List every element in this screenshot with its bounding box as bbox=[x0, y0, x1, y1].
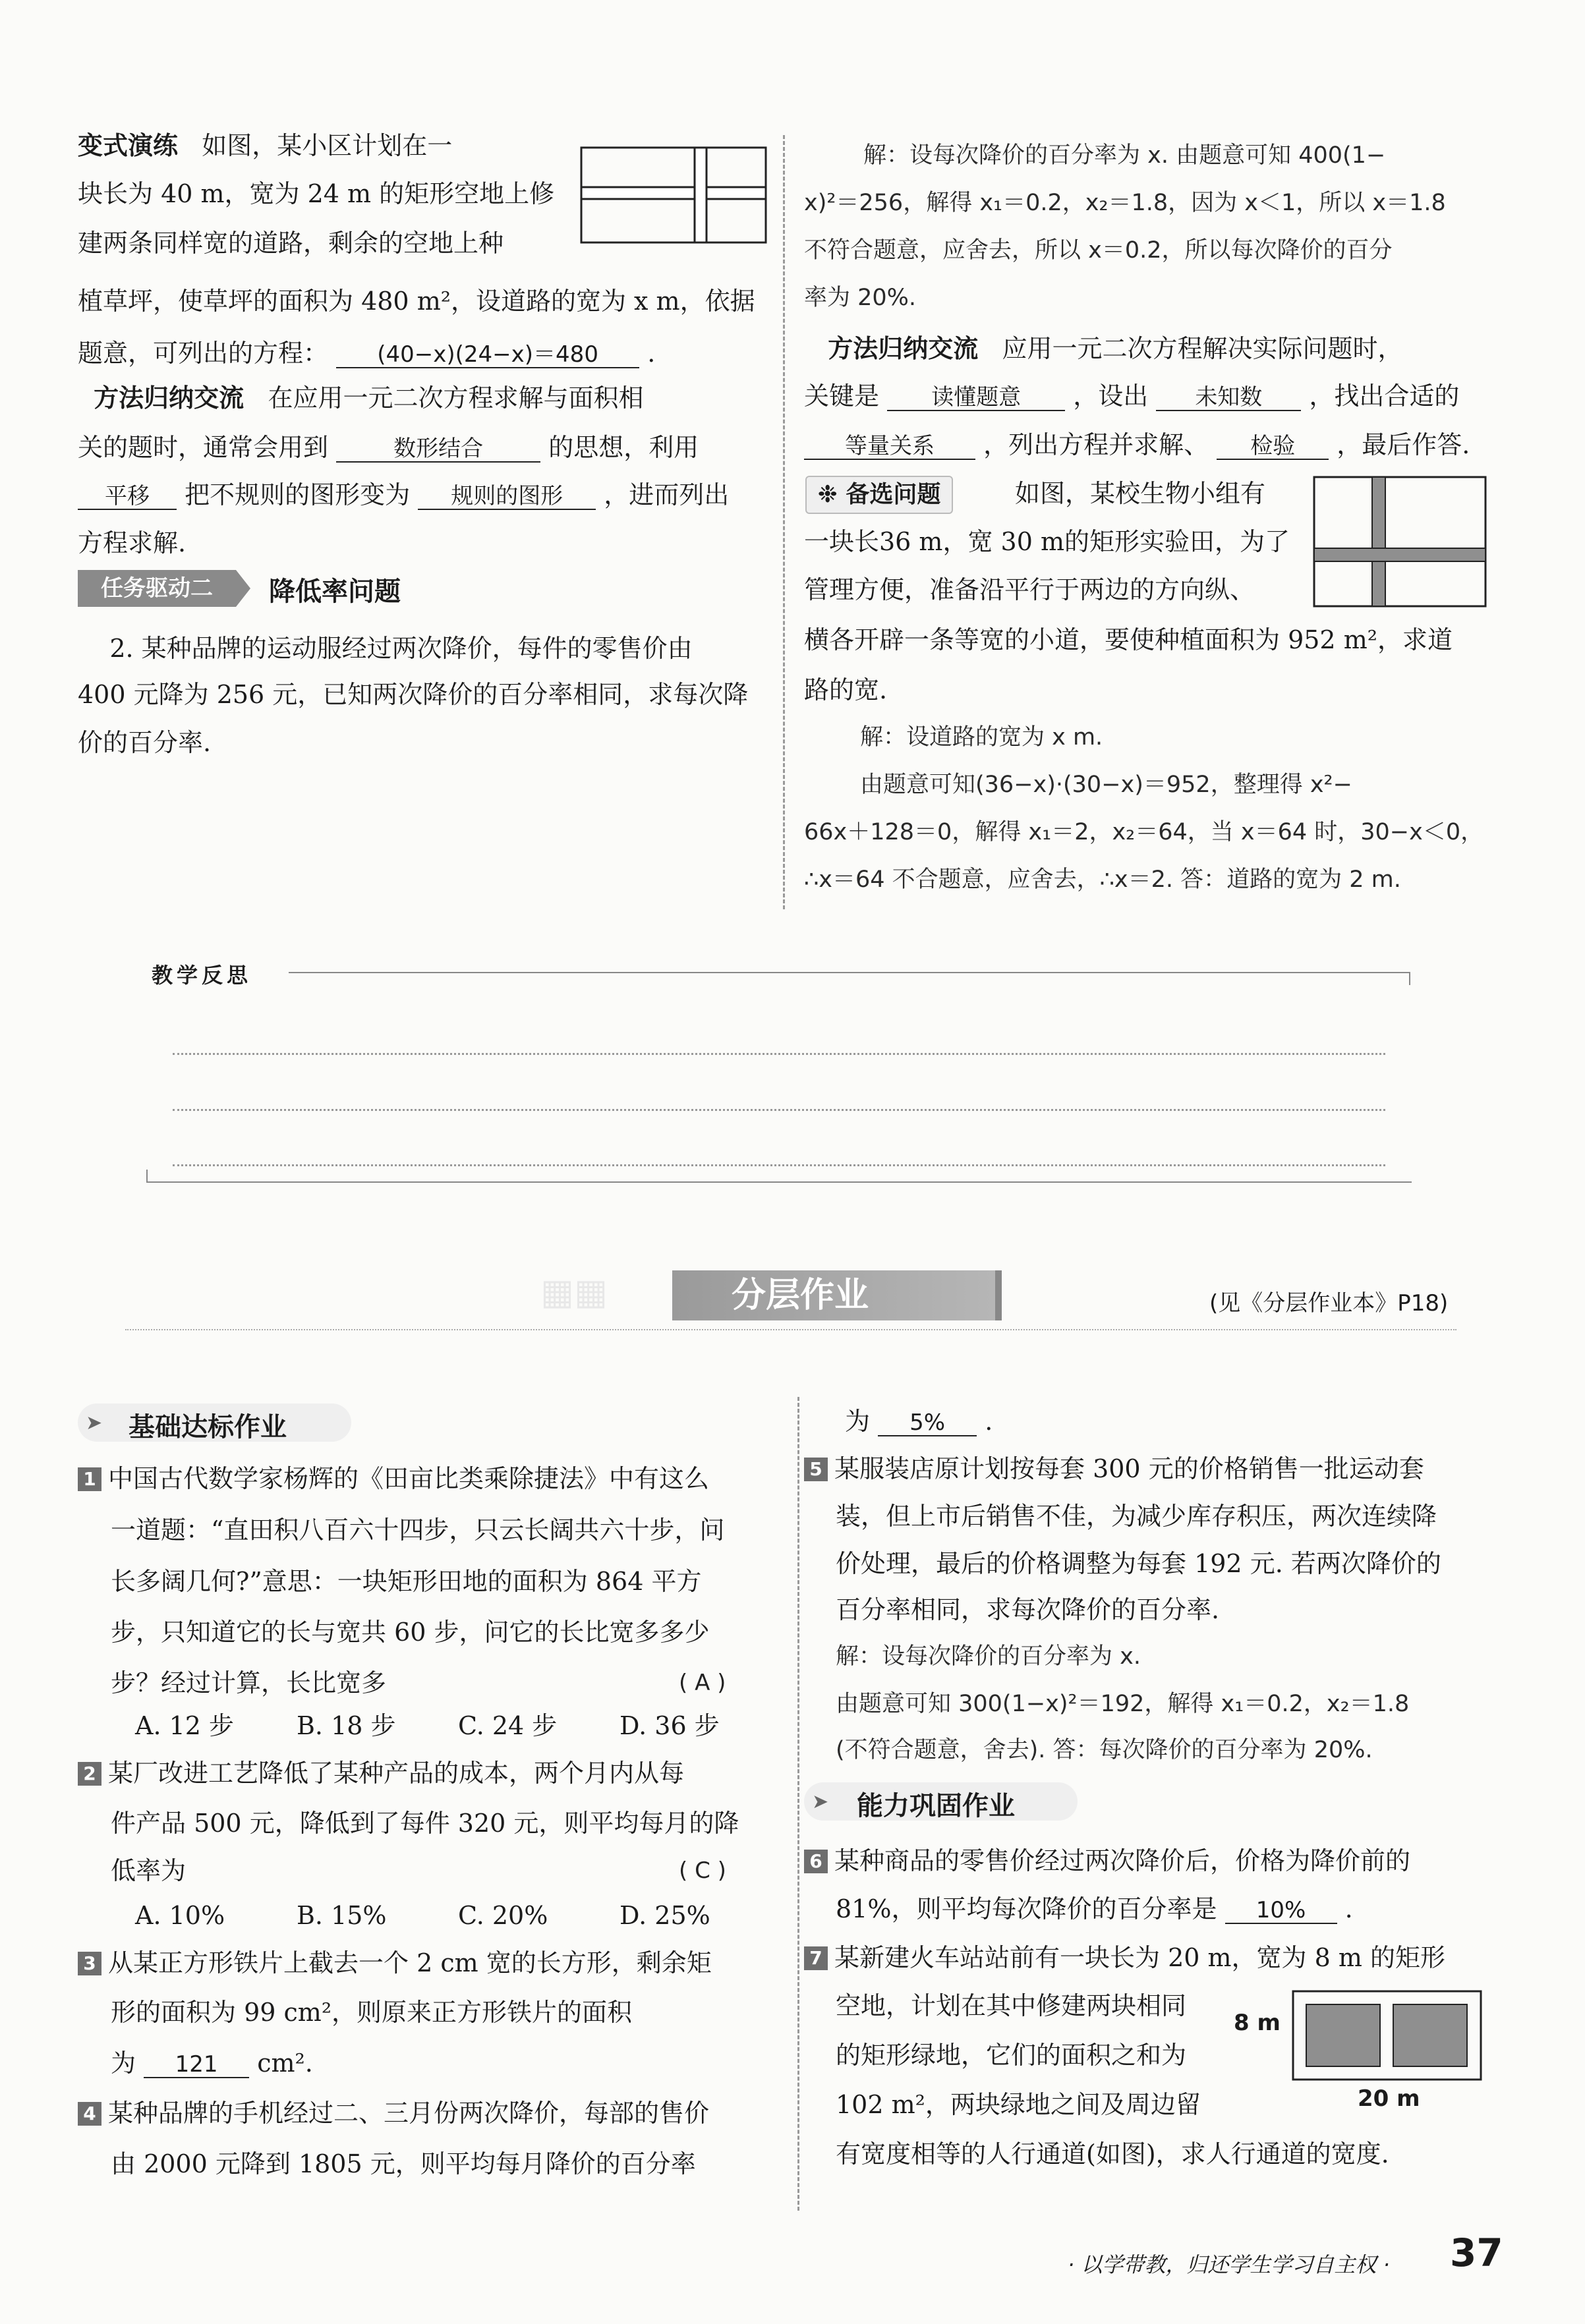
variant-line5: 题意，可列出的方程： (40−x)(24−x)＝480 . bbox=[78, 339, 656, 368]
q4-line1: 4 某种品牌的手机经过二、三月份两次降价，每部的售价 bbox=[78, 2087, 770, 2139]
reflection-top-rule bbox=[289, 972, 1409, 973]
q6-line1: 6 某种商品的零售价经过两次降价后，价格为降价前的 bbox=[804, 1835, 1489, 1886]
method-left-answer2: 平移 bbox=[78, 484, 177, 510]
q4-continuation: 为 5% . bbox=[845, 1407, 993, 1436]
solution-top-line1: 解：设每次降价的百分率为 x. 由题意可知 400(1− bbox=[863, 142, 1386, 169]
method-left-line2: 关的题时，通常会用到 数形结合 的思想，利用 bbox=[78, 433, 699, 462]
reflection-line-3 bbox=[173, 1164, 1385, 1166]
reflection-bottom-rule bbox=[146, 1181, 1412, 1183]
optional-sol4: ∴x＝64 不合题意，应舍去，∴x＝2. 答：道路的宽为 2 m. bbox=[804, 866, 1401, 893]
q5-line4: 百分率相同，求每次降价的百分率. bbox=[836, 1595, 1220, 1624]
variant-line3: 建两条同样宽的道路，剩余的空地上种 bbox=[78, 229, 504, 258]
optional-line5: 路的宽. bbox=[804, 675, 888, 704]
basic-arrow-icon: ➤ bbox=[86, 1411, 103, 1434]
q1-line3: 长多阔几何?”意思：一块矩形田地的面积为 864 平方 bbox=[111, 1567, 702, 1596]
q4-number: 4 bbox=[78, 2102, 101, 2126]
q1-number: 1 bbox=[78, 1467, 101, 1491]
q3-answer: 121 bbox=[144, 2053, 249, 2078]
q2-number: 2 bbox=[78, 1762, 101, 1786]
q2-line1: 2 某厂改进工艺降低了某种产品的成本，两个月内从每 bbox=[78, 1747, 770, 1799]
q4-answer: 5% bbox=[878, 1411, 977, 1436]
q6-answer: 10% bbox=[1225, 1898, 1337, 1924]
q2-options bbox=[135, 1890, 781, 1941]
optional-sol3: 66x＋128＝0，解得 x₁＝2，x₂＝64，当 x＝64 时，30−x＜0， bbox=[804, 819, 1484, 845]
optional-line3: 管理方便，准备沿平行于两边的方向纵、 bbox=[804, 575, 1255, 604]
q2-answer: ( C ) bbox=[679, 1857, 726, 1884]
page-number: 37 bbox=[1450, 2230, 1503, 2275]
method-right-answer4: 检验 bbox=[1217, 434, 1329, 460]
column-divider-bottom bbox=[797, 1397, 799, 2211]
basic-title: 基础达标作业 bbox=[129, 1412, 287, 1442]
homework-ref: (见《分层作业本》P18) bbox=[1209, 1290, 1449, 1317]
variant-line2: 块长为 40 m，宽为 24 m 的矩形空地上修 bbox=[78, 179, 555, 208]
q2-option-d: D. 25% bbox=[620, 1901, 710, 1930]
q7-line3: 的矩形绿地，它们的面积之和为 bbox=[836, 2041, 1187, 2070]
q1-line1: 1 中国古代数学家杨辉的《田亩比类乘除捷法》中有这么 bbox=[78, 1453, 770, 1504]
method-right-line2: 关键是 读懂题意 ，设出 未知数 ，找出合适的 bbox=[804, 382, 1460, 411]
task2-badge-arrow bbox=[236, 570, 250, 607]
q5-line1: 5 某服装店原计划按每套 300 元的价格销售一批运动套 bbox=[804, 1443, 1489, 1494]
method-right-answer3: 等量关系 bbox=[804, 434, 975, 460]
method-right-label: 方法归纳交流 bbox=[828, 334, 979, 363]
q6-line2: 81%，则平均每次降价的百分率是 10% . bbox=[836, 1894, 1353, 1923]
q5-line2: 装，但上市后销售不佳，为减少库存积压，两次连续降 bbox=[836, 1502, 1437, 1531]
q3-line3: 为 121 cm². bbox=[111, 2049, 313, 2078]
optional-badge: ❉ 备选问题 bbox=[805, 476, 953, 514]
method-right-answer2: 未知数 bbox=[1156, 385, 1301, 411]
q1-option-a: A. 12 步 bbox=[135, 1711, 235, 1740]
homework-rule bbox=[125, 1329, 1456, 1330]
variant-line4: 植草坪，使草坪的面积为 480 m²，设道路的宽为 x m，依据 bbox=[78, 287, 755, 316]
reflection-line-2 bbox=[173, 1109, 1385, 1111]
q7-line2: 空地，计划在其中修建两块相同 bbox=[836, 1991, 1187, 2020]
variant-line1: 变式演练 如图，某小区计划在一 bbox=[78, 131, 453, 160]
q7-line4: 102 m²，两块绿地之间及周边留 bbox=[836, 2090, 1201, 2119]
method-left-label: 方法归纳交流 bbox=[94, 383, 245, 412]
q1-option-d: D. 36 步 bbox=[620, 1711, 720, 1740]
q2-option-a: A. 10% bbox=[135, 1901, 225, 1930]
optional-line1: 如图，某校生物小组有 bbox=[1015, 479, 1266, 508]
task2-badge: 任务驱动二 bbox=[78, 570, 236, 607]
q5-sol3: (不符合题意，舍去). 答：每次降价的百分率为 20%. bbox=[836, 1737, 1373, 1763]
task2-title: 降低率问题 bbox=[269, 577, 401, 607]
homework-decoration: ▦▦ bbox=[540, 1271, 608, 1313]
q7-line5: 有宽度相等的人行通道(如图)，求人行通道的宽度. bbox=[836, 2140, 1389, 2168]
q1-option-b: B. 18 步 bbox=[297, 1711, 396, 1740]
method-left-answer3: 规则的图形 bbox=[418, 484, 596, 510]
q6-number: 6 bbox=[804, 1850, 828, 1873]
optional-line2: 一块长36 m，宽 30 m的矩形实验田，为了 bbox=[804, 527, 1290, 556]
method-left-line1: 方法归纳交流 在应用一元二次方程求解与面积相 bbox=[94, 383, 644, 412]
task2-line1: 2. 某种品牌的运动服经过两次降价，每件的零售价由 bbox=[109, 634, 693, 663]
q5-sol2: 由题意可知 300(1−x)²＝192，解得 x₁＝0.2，x₂＝1.8 bbox=[836, 1691, 1410, 1717]
method-right-line1: 方法归纳交流 应用一元二次方程解决实际问题时， bbox=[828, 334, 1403, 363]
variant-answer: (40−x)(24−x)＝480 bbox=[336, 343, 639, 368]
homework-banner: 分层作业 bbox=[672, 1270, 995, 1320]
method-right-answer1: 读懂题意 bbox=[887, 385, 1065, 411]
solution-top-line3: 不符合题意，应舍去，所以 x＝0.2，所以每次降价的百分 bbox=[804, 237, 1393, 264]
q1-answer: ( A ) bbox=[679, 1670, 726, 1696]
ability-title: 能力巩固作业 bbox=[857, 1791, 1015, 1821]
q4-line2: 由 2000 元降到 1805 元，则平均每月降价的百分率 bbox=[111, 2149, 696, 2178]
optional-sol1: 解：设道路的宽为 x m. bbox=[860, 724, 1103, 751]
reflection-line-1 bbox=[173, 1053, 1385, 1055]
optional-line4: 横各开辟一条等宽的小道，要使种植面积为 952 m²，求道 bbox=[804, 625, 1453, 654]
q5-line3: 价处理，最后的价格调整为每套 192 元. 若两次降价的 bbox=[836, 1549, 1441, 1578]
q3-number: 3 bbox=[78, 1952, 101, 1975]
task2-line2: 400 元降为 256 元，已知两次降价的百分率相同，求每次降 bbox=[78, 680, 749, 709]
q1-option-c: C. 24 步 bbox=[458, 1711, 558, 1740]
q2-line2: 件产品 500 元，降低到了每件 320 元，则平均每月的降 bbox=[111, 1809, 739, 1838]
q1-line5: 步？经过计算，长比宽多 bbox=[111, 1668, 387, 1697]
q5-sol1: 解：设每次降价的百分率为 x. bbox=[836, 1643, 1141, 1670]
variant-label: 变式演练 bbox=[78, 131, 179, 160]
fig-height-label: 8 m bbox=[1234, 2010, 1281, 2036]
q1-line4: 步，只知道它的长与宽共 60 步，问它的长比宽多多少 bbox=[111, 1618, 710, 1647]
q1-options bbox=[135, 1700, 781, 1751]
q7-number: 7 bbox=[804, 1946, 828, 1970]
column-divider-top bbox=[783, 135, 785, 909]
q2-line3: 低率为 bbox=[111, 1856, 187, 1885]
method-left-line3: 平移 把不规则的图形变为 规则的图形 ，进而列出 bbox=[78, 469, 770, 521]
method-left-line4: 方程求解. bbox=[78, 528, 187, 557]
solution-top-line2: x)²＝256，解得 x₁＝0.2，x₂＝1.8，因为 x＜1，所以 x＝1.8 bbox=[804, 190, 1446, 216]
q2-option-b: B. 15% bbox=[297, 1901, 387, 1930]
reflection-label: 教学反思 bbox=[152, 963, 252, 988]
q2-option-c: C. 20% bbox=[458, 1901, 548, 1930]
task2-line3: 价的百分率. bbox=[78, 728, 212, 757]
solution-top-line4: 率为 20%. bbox=[804, 285, 917, 311]
optional-badge-icon: ❉ bbox=[817, 481, 838, 508]
q3-line2: 形的面积为 99 cm²，则原来正方形铁片的面积 bbox=[111, 1998, 633, 2027]
method-right-line3: 等量关系 ，列出方程并求解、 检验 ，最后作答. bbox=[804, 419, 1489, 470]
q1-line2: 一道题：“直田积八百六十四步，只云长阔共六十步，问 bbox=[111, 1516, 725, 1545]
q5-number: 5 bbox=[804, 1458, 828, 1481]
ability-arrow-icon: ➤ bbox=[812, 1790, 829, 1813]
field-figure-right bbox=[1313, 476, 1487, 609]
method-left-answer1: 数形结合 bbox=[336, 437, 540, 463]
fig-width-label: 20 m bbox=[1358, 2085, 1420, 2112]
q7-line1: 7 某新建火车站站前有一块长为 20 m，宽为 8 m 的矩形 bbox=[804, 1932, 1489, 1983]
optional-sol2: 由题意可知(36−x)·(30−x)＝952，整理得 x²− bbox=[860, 772, 1352, 798]
q3-line1: 3 从某正方形铁片上截去一个 2 cm 宽的长方形，剩余矩 bbox=[78, 1937, 770, 1989]
footer-motto: · 以学带教，归还学生学习自主权 · bbox=[1068, 2252, 1390, 2277]
